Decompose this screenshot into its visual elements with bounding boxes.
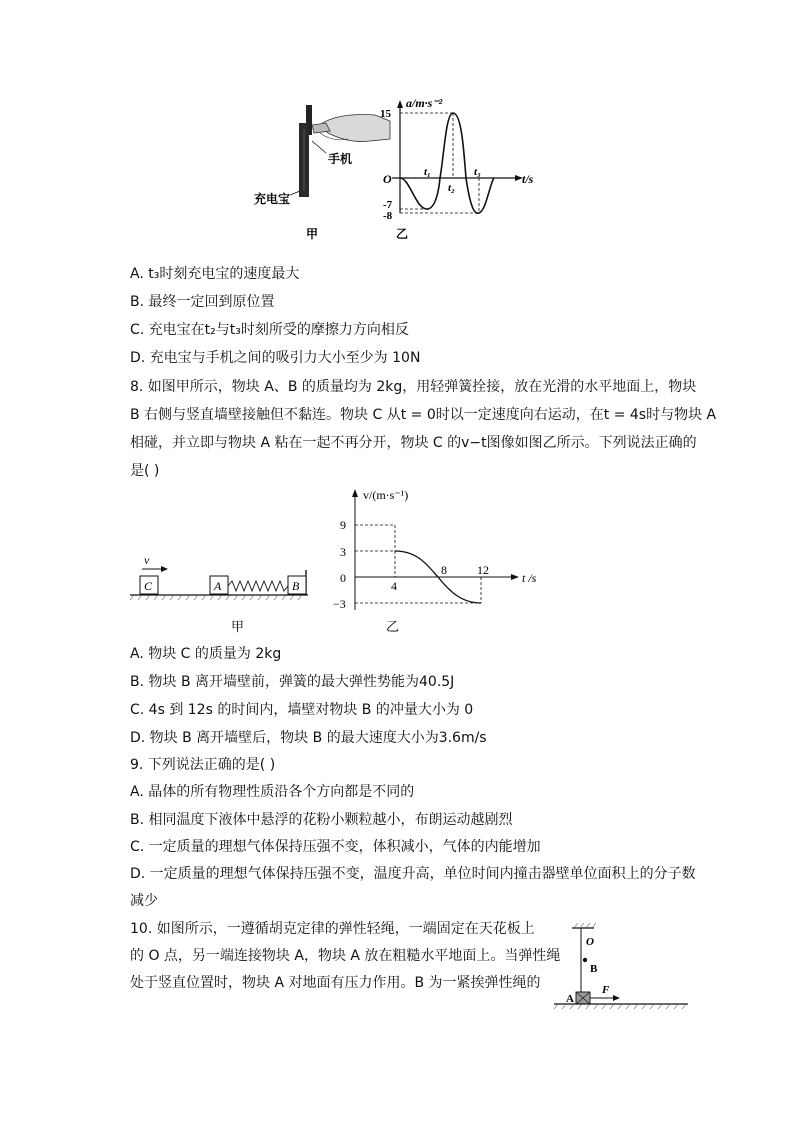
q7-figure <box>250 95 550 245</box>
force-f-label: F <box>602 984 610 996</box>
y-tick-3: 3 <box>340 545 346 559</box>
label-phone: 手机 <box>328 152 353 166</box>
t2-label: t₂ <box>448 182 455 194</box>
point-b-label: B <box>590 963 598 975</box>
q8-stem-line-4: 是( ) <box>130 463 160 479</box>
q10-figure <box>548 920 693 1015</box>
t3-label: t₃ <box>474 166 481 178</box>
q8-stem-line-2: B 右侧与竖直墙壁接触但不黏连。物块 C 从t = 0时以一定速度向右运动，在t = 4s时与物块 A <box>130 407 717 423</box>
y-tick-m3: −3 <box>333 597 346 611</box>
label-powerbank: 充电宝 <box>254 192 291 206</box>
q7-option-d: D. 充电宝与手机之间的吸引力大小至少为 10N <box>130 350 421 366</box>
block-b-label: B <box>292 579 300 593</box>
spring <box>228 581 288 591</box>
tick-m8: -8 <box>383 210 393 222</box>
q9-option-d-line-1: D. 一定质量的理想气体保持压强不变，温度升高，单位时间内撞击器壁单位面积上的分子数 <box>130 866 696 882</box>
y-tick-9: 9 <box>340 518 346 532</box>
q8-stem-line-1: 8. 如图甲所示，物块 A、B 的质量均为 2kg，用轻弹簧拴接，放在光滑的水平地面上，物块 <box>130 379 697 395</box>
caption-jia: 甲 <box>306 227 319 241</box>
caption-jia: 甲 <box>231 620 245 635</box>
velocity-label: v <box>144 553 150 567</box>
q10-stem-line-3: 处于竖直位置时，物块 A 对地面有压力作用。B 为一紧挨弹性绳的 <box>130 975 541 991</box>
block-c-label: C <box>144 579 153 593</box>
q7-option-a: A. t₃时刻充电宝的速度最大 <box>130 266 300 282</box>
q8-option-a: A. 物块 C 的质量为 2kg <box>130 646 282 662</box>
caption-yi: 乙 <box>386 620 400 635</box>
q8-option-b: B. 物块 B 离开墙壁前，弹簧的最大弹性势能为40.5J <box>130 674 455 690</box>
point-o-label: O <box>586 936 594 948</box>
q10-stem-line-2: 的 O 点，另一端连接物块 A，物块 A 放在粗糙水平地面上。当弹性绳 <box>130 948 561 964</box>
tick-m7: -7 <box>383 199 393 211</box>
blocks-diagram <box>130 553 308 635</box>
q8-figure <box>128 486 558 638</box>
q7-option-c: C. 充电宝在t₂与t₃时刻所受的摩擦力方向相反 <box>130 322 409 338</box>
q8-option-c: C. 4s 到 12s 的时间内，墙壁对物块 B 的冲量大小为 0 <box>130 702 474 718</box>
tick-15: 15 <box>380 108 391 120</box>
q10-stem-line-1: 10. 如图所示，一遵循胡克定律的弹性轻绳，一端固定在天花板上 <box>130 921 535 937</box>
q9-option-b: B. 相同温度下液体中悬浮的花粉小颗粒越小，布朗运动越剧烈 <box>130 812 513 828</box>
x-tick-4: 4 <box>391 579 397 593</box>
acceleration-curve <box>400 113 494 213</box>
hand-illustration <box>312 114 390 141</box>
x-tick-12: 12 <box>477 563 489 577</box>
q9-option-d-line-2: 减少 <box>130 893 158 909</box>
q9-option-a: A. 晶体的所有物理性质沿各个方向都是不同的 <box>130 784 415 800</box>
block-a-label: A <box>566 993 574 1005</box>
origin-label: O <box>383 172 392 186</box>
q8-option-d: D. 物块 B 离开墙壁后，物块 B 的最大速度大小为3.6m/s <box>130 730 487 746</box>
vt-graph <box>333 488 537 635</box>
x-axis-label: t/s <box>522 172 534 186</box>
block-a-label: A <box>214 579 222 593</box>
caption-yi: 乙 <box>396 227 409 241</box>
x-axis-label: t /s <box>522 571 537 585</box>
q7-option-b: B. 最终一定回到原位置 <box>130 294 275 310</box>
q9-option-c: C. 一定质量的理想气体保持压强不变，体积减小，气体的内能增加 <box>130 839 541 855</box>
y-tick-0: 0 <box>340 571 346 585</box>
y-axis-label: v/(m·s⁻¹) <box>363 488 409 502</box>
acceleration-graph <box>380 96 534 222</box>
t1-label: t₁ <box>424 166 431 178</box>
peg-b <box>583 958 587 962</box>
q9-stem: 9. 下列说法正确的是( ) <box>130 757 276 773</box>
x-tick-8: 8 <box>441 563 447 577</box>
q8-stem-line-3: 相碰，并立即与物块 A 粘在一起不再分开，物块 C 的v−t图像如图乙所示。下列说法正确的 <box>130 435 697 451</box>
y-axis-label: a/m·s⁻² <box>406 96 443 110</box>
